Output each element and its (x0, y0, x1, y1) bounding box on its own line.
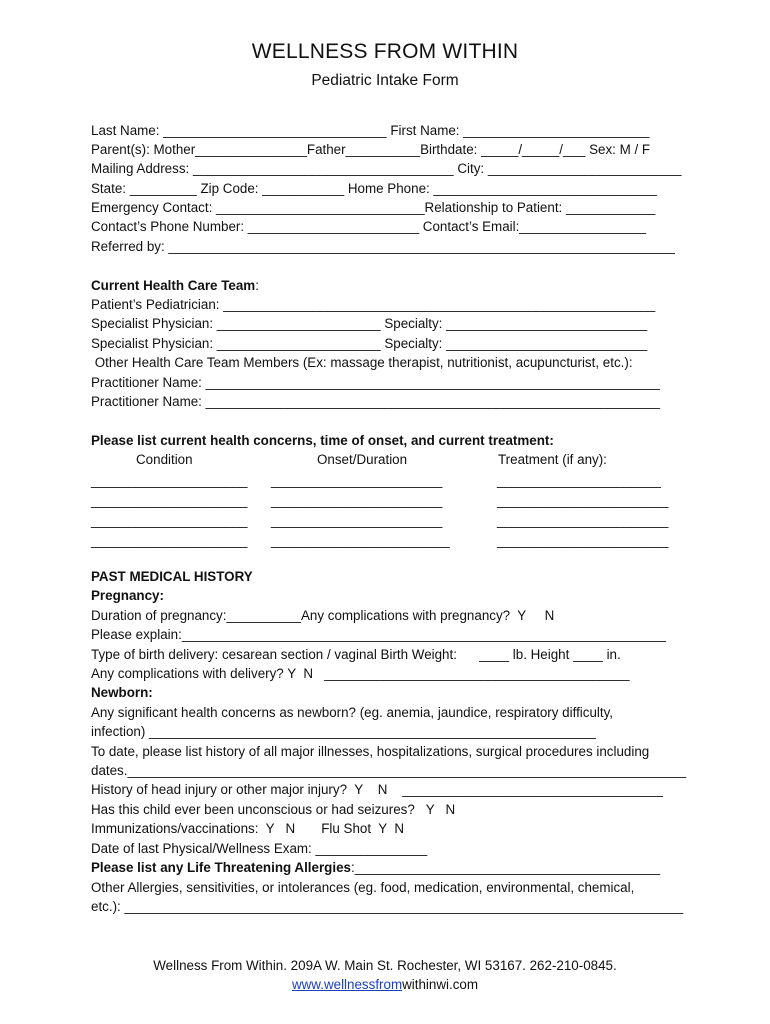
other-allergies-line-2[interactable]: etc.): ___________________________________________________________________________ (91, 899, 684, 914)
concern-row-4-condition[interactable]: _____________________ (91, 533, 248, 548)
concern-row-4-onset[interactable]: ________________________ (271, 533, 450, 548)
birth-delivery-line[interactable]: Type of birth delivery: cesarean section / vaginal Birth Weight: ____ lb. Height ____ in. (91, 647, 621, 662)
life-threatening-allergies-line[interactable] (91, 860, 660, 876)
major-illnesses-line-2[interactable]: dates.___________________________________________________________________________ (91, 763, 687, 778)
health-care-team-heading-colon: : (255, 278, 259, 293)
pregnancy-duration-line[interactable]: Duration of pregnancy:__________Any complications with pregnancy? Y N (91, 608, 555, 623)
past-medical-history-heading: PAST MEDICAL HISTORY (91, 569, 253, 584)
form-title: WELLNESS FROM WITHIN (251, 40, 519, 63)
website-link-underlined[interactable]: www.wellnessfrom (291, 977, 403, 992)
other-allergies-line-1: Other Allergies, sensitivities, or intolerances (eg. food, medication, environmental, chemical, (91, 880, 635, 895)
major-illnesses-line-1: To date, please list history of all major illnesses, hospitalizations, surgical procedures including (91, 744, 650, 759)
form-subtitle: Pediatric Intake Form (311, 72, 459, 89)
concern-row-1-treatment[interactable]: ______________________ (497, 473, 661, 488)
last-physical-line[interactable]: Date of last Physical/Wellness Exam: _______________ (91, 841, 428, 856)
pediatrician-line[interactable]: Patient’s Pediatrician: __________________________________________________________ (91, 297, 656, 312)
mailing-address-city-line[interactable]: Mailing Address: ___________________________________ City: __________________________ (91, 161, 682, 176)
newborn-concerns-line-2[interactable]: infection) ____________________________________________________________ (91, 724, 596, 739)
life-threatening-allergies-label: Please list any Life Threatening Allergies (91, 860, 351, 875)
concern-row-3-treatment[interactable]: _______________________ (497, 513, 669, 528)
seizures-line[interactable]: Has this child ever been unconscious or had seizures? Y N (91, 802, 456, 817)
column-condition: Condition (136, 452, 193, 467)
column-onset-duration: Onset/Duration (317, 452, 408, 467)
concern-row-1-condition[interactable]: _____________________ (91, 473, 248, 488)
concern-row-2-treatment[interactable]: _______________________ (497, 493, 669, 508)
pregnancy-explain-line[interactable]: Please explain:_________________________________________________________________ (91, 627, 666, 642)
state-zip-phone-line[interactable]: State: _________ Zip Code: ___________ Home Phone: ______________________________ (91, 181, 657, 196)
concern-row-4-treatment[interactable]: _______________________ (497, 533, 669, 548)
newborn-heading: Newborn: (91, 685, 153, 700)
health-care-team-heading (91, 278, 259, 294)
footer-website[interactable] (0, 977, 770, 992)
other-team-members-label: Other Health Care Team Members (Ex: massage therapist, nutritionist, acupuncturist, etc.): (91, 355, 633, 370)
practitioner-line-2[interactable]: Practitioner Name: _____________________________________________________________ (91, 394, 660, 409)
health-care-team-heading-text: Current Health Care Team (91, 278, 256, 293)
emergency-contact-line[interactable]: Emergency Contact: ____________________________Relationship to Patient: ____________ (91, 200, 656, 215)
column-treatment: Treatment (if any): (498, 452, 607, 467)
footer-address: Wellness From Within. 209A W. Main St. Rochester, WI 53167. 262-210-0845. (153, 958, 617, 973)
delivery-complications-line[interactable]: Any complications with delivery? Y N _________________________________________ (91, 666, 630, 681)
head-injury-line[interactable]: History of head injury or other major injury? Y N ___________________________________ (91, 782, 663, 797)
practitioner-line-1[interactable]: Practitioner Name: _____________________________________________________________ (91, 375, 660, 390)
concern-row-2-condition[interactable]: _____________________ (91, 493, 248, 508)
concerns-heading: Please list current health concerns, time of onset, and current treatment: (91, 433, 554, 448)
newborn-concerns-line-1: Any significant health concerns as newborn? (eg. anemia, jaundice, respiratory difficulty, (91, 705, 614, 720)
specialist-line-2[interactable]: Specialist Physician: ______________________ Specialty: ___________________________ (91, 336, 648, 351)
pregnancy-heading: Pregnancy: (91, 588, 164, 603)
specialist-line-1[interactable]: Specialist Physician: ______________________ Specialty: ___________________________ (91, 316, 648, 331)
concern-row-1-onset[interactable]: _______________________ (271, 473, 443, 488)
parents-birthdate-sex-line[interactable]: Parent(s): Mother_______________Father__________Birthdate: _____/_____/___ Sex: M / F (91, 142, 651, 157)
concern-row-3-onset[interactable]: _______________________ (271, 513, 443, 528)
referred-by-line[interactable]: Referred by: ____________________________________________________________________ (91, 239, 675, 254)
concern-row-2-onset[interactable]: _______________________ (271, 493, 443, 508)
immunizations-line[interactable]: Immunizations/vaccinations: Y N Flu Shot Y N (91, 821, 405, 836)
contact-phone-email-line[interactable]: Contact’s Phone Number: _______________________ Contact’s Email:_________________ (91, 219, 646, 234)
concern-row-3-condition[interactable]: _____________________ (91, 513, 248, 528)
website-link-rest[interactable]: withinwi.com (402, 977, 479, 992)
life-threatening-allergies-blank[interactable]: :_________________________________________ (350, 860, 661, 875)
last-first-name-line[interactable]: Last Name: ______________________________ First Name: _________________________ (91, 123, 650, 138)
